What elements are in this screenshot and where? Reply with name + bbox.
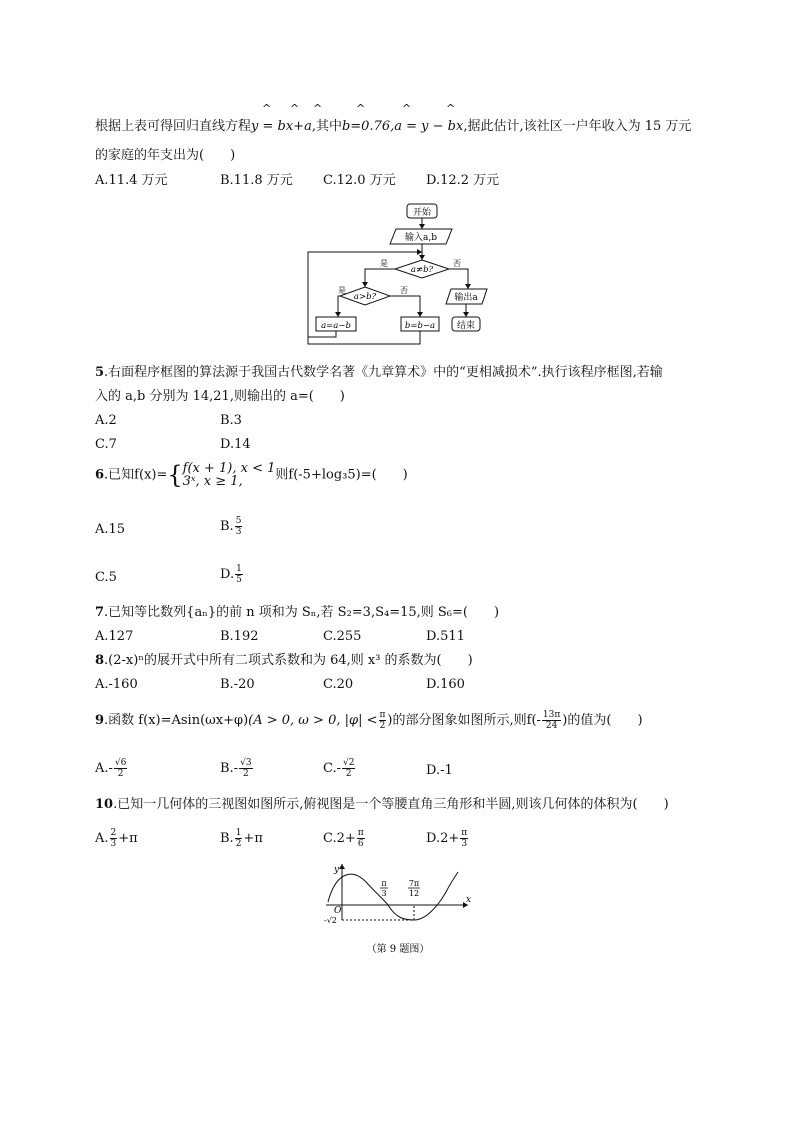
- option-a: A.- $\frac{√6}{2}$: [95, 758, 127, 779]
- origin-label: O: [334, 906, 342, 916]
- option-a: A.127: [95, 629, 134, 644]
- tick-pi-3-den: 3: [381, 889, 387, 898]
- tick-7pi-12-den: 12: [408, 889, 420, 898]
- question-number: 7: [95, 605, 105, 620]
- fc-end: 结束: [456, 321, 476, 331]
- fc-assign-b: b=b−a: [404, 321, 436, 331]
- option-b: B.192: [220, 629, 259, 644]
- fc-cond1: a≠b?: [410, 265, 434, 275]
- fc-yes1: 是: [380, 259, 388, 268]
- tick-pi-3-num: π: [381, 879, 387, 888]
- question-number: 10: [95, 797, 114, 812]
- regression-line-1: 根据上表可得回归直线方程y = bx+a,其中b=0.76,a = y − bx,据此估计,该社区一户年收入为 15 万元: [95, 119, 692, 134]
- option-b: B.11.8 万元: [220, 173, 293, 188]
- figure-caption: （第 9 题图）: [366, 944, 430, 955]
- option-c: C.255: [323, 629, 362, 644]
- question-number: 8: [95, 653, 105, 668]
- q9-line: 9.函数 f(x)=Asin(ωx+φ)(A > 0, ω > 0, |φ| < $\frac{\pi}{2}$ )的部分图象如图所示,则f(- $\frac{13\pi}{24}$ )的值为( ): [95, 710, 643, 731]
- fc-yes2: 是: [338, 286, 346, 295]
- question-number: 6: [95, 467, 105, 483]
- q7-line: 7.已知等比数列{aₙ}的前 n 项和为 Sₙ,若 S₂=3,S₄=15,则 S₆=( ): [95, 605, 500, 620]
- hat-mark: ^: [262, 102, 272, 115]
- option-a: A.15: [95, 522, 126, 537]
- option-a: A.11.4 万元: [95, 173, 168, 188]
- question-number: 9: [95, 713, 105, 728]
- fc-input: 输入a,b: [405, 233, 437, 243]
- fc-cond2: a>b?: [353, 292, 377, 302]
- option-a: A.-160: [95, 677, 138, 692]
- hat-mark: ^: [290, 102, 300, 115]
- option-c: C.20: [323, 677, 354, 692]
- hat-mark: ^: [313, 102, 323, 115]
- flowchart: [300, 196, 500, 348]
- tick-7pi-12-num: 7π: [408, 879, 420, 888]
- option-a: A.2: [95, 413, 117, 428]
- option-c: C.12.0 万元: [323, 173, 396, 188]
- option-d: D.12.2 万元: [426, 173, 500, 188]
- fc-output: 输出a: [454, 293, 478, 303]
- fc-no2: 否: [400, 286, 408, 295]
- option-c: C.5: [95, 570, 117, 585]
- option-b: B.3: [220, 413, 242, 428]
- option-b: B.- $\frac{√3}{2}$: [220, 758, 252, 779]
- fc-assign-a: a=a−b: [321, 321, 351, 331]
- q5-line-2: 入的 a,b 分别为 14,21,则输出的 a=( ): [95, 389, 345, 404]
- q6-line: 6.已知f(x)={ f(x + 1), x < 1 3ˣ, x ≥ 1, 则f(-5+log₃5)=( ): [95, 461, 408, 489]
- sine-graph: [318, 860, 478, 960]
- x-axis-label: x: [466, 895, 472, 905]
- hat-mark: ^: [446, 102, 456, 115]
- option-b: B.-20: [220, 677, 255, 692]
- regression-line-2: 的家庭的年支出为( ): [95, 148, 236, 163]
- option-b: B. $\frac{5}{3}$: [220, 516, 242, 537]
- option-c: C.2+ $\frac{\pi}{6}$: [323, 828, 364, 849]
- sine-curve: [328, 872, 458, 920]
- piecewise-cases: f(x + 1), x < 1 3ˣ, x ≥ 1,: [182, 461, 276, 489]
- option-d: D. $\frac{1}{5}$: [220, 564, 242, 585]
- y-min-label: -√2: [324, 916, 337, 925]
- option-d: D.511: [426, 629, 465, 644]
- q5-line-1: 5.右面程序框图的算法源于我国古代数学名著《九章算术》中的“更相减损术”.执行该程序框图,若输: [95, 365, 663, 380]
- question-number: 5: [95, 365, 105, 380]
- option-c: C.7: [95, 437, 117, 452]
- y-axis-label: y: [334, 865, 340, 875]
- hat-mark: ^: [402, 102, 412, 115]
- option-a: A. $\frac{2}{3}$ +π: [95, 828, 138, 849]
- fc-start: 开始: [412, 208, 432, 218]
- option-d: D.2+ $\frac{\pi}{3}$: [426, 828, 468, 849]
- option-d: D.-1: [426, 763, 453, 778]
- regression-equation: y = bx+a: [251, 119, 312, 134]
- option-b: B. $\frac{1}{2}$ +π: [220, 828, 263, 849]
- hat-mark: ^: [356, 102, 366, 115]
- q10-line: 10.已知一几何体的三视图如图所示,俯视图是一个等腰直角三角形和半圆,则该几何体的体积为( ): [95, 797, 669, 812]
- q8-line: 8.(2-x)ⁿ的展开式中所有二项式系数和为 64,则 x³ 的系数为( ): [95, 653, 473, 668]
- option-d: D.160: [426, 677, 465, 692]
- option-c: C.- $\frac{√2}{2}$: [323, 758, 355, 779]
- option-d: D.14: [220, 437, 251, 452]
- fc-no1: 否: [453, 259, 461, 268]
